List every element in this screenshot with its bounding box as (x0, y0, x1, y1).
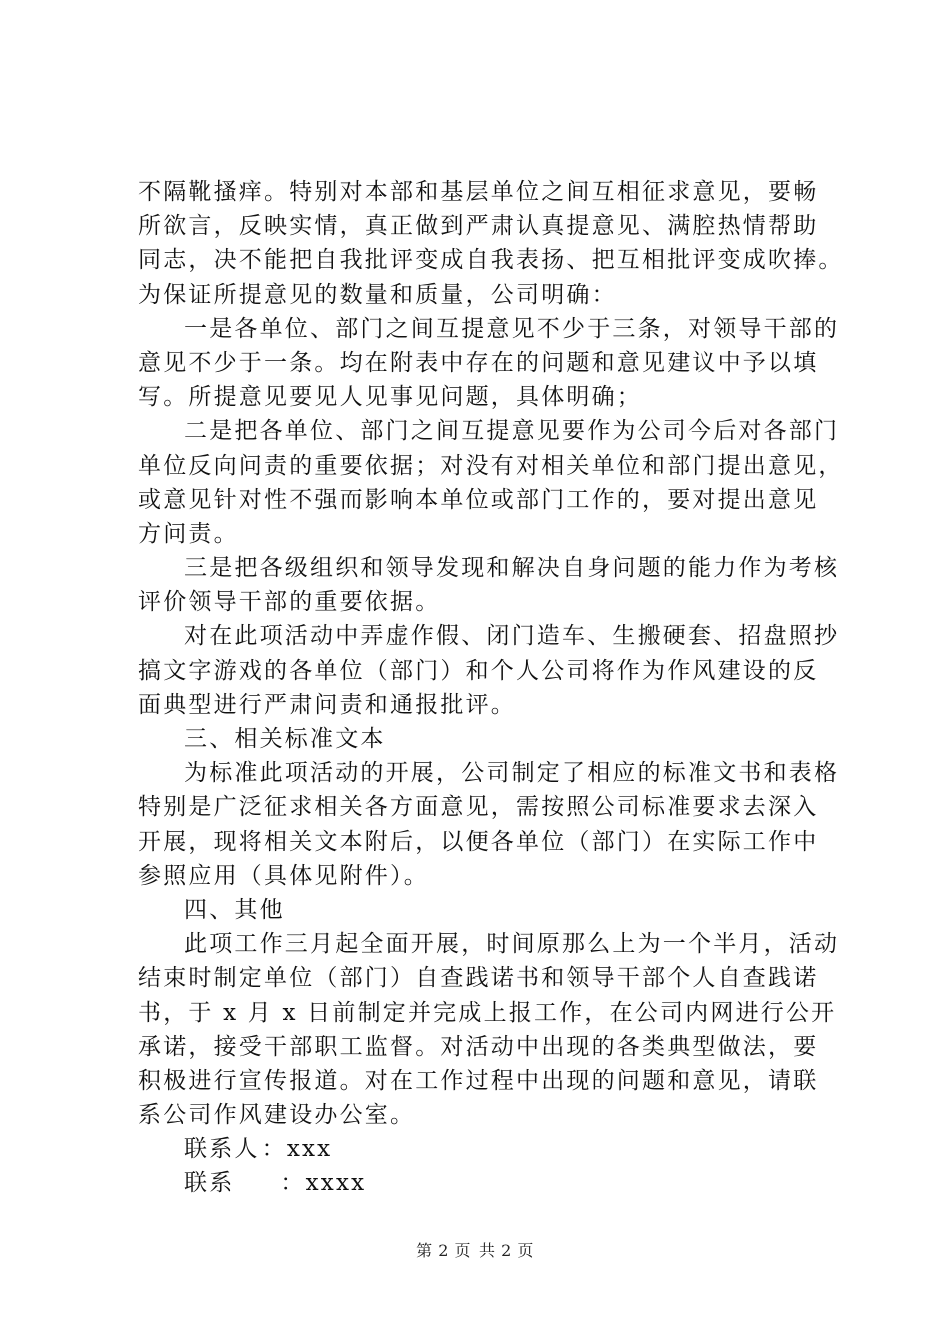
document-body (138, 175, 844, 1201)
contact-person-sep: ： (261, 1136, 287, 1163)
paragraph-line: 面典型进行严肃问责和通报批评。 (138, 691, 516, 718)
paragraph-line: 此项工作三月起全面开展，时间原那么上为一个半月，活动 (184, 931, 840, 958)
paragraph-line: 参照应用（具体见附件）。 (138, 862, 429, 889)
section-heading: 四、其他 (184, 896, 285, 923)
paragraph-line: 搞文字游戏的各单位（部门）和个人公司将作为作风建设的反 (138, 657, 819, 684)
paragraph-line: 结束时制定单位（部门）自查践诺书和领导干部个人自查践诺 (138, 965, 819, 992)
page-number: 第 2 页 (416, 1241, 471, 1260)
contact-phone-line (138, 1166, 828, 1200)
paragraph-line: 写。所提意见要见人见事见问题，具体明确； (138, 384, 642, 411)
paragraph-line: 书，于 x 月 x 日前制定并完成上报工作，在公司内网进行公开 (138, 999, 837, 1026)
paragraph-line: 同志，决不能把自我批评变成自我表扬、把互相批评变成吹捧。 (138, 247, 844, 274)
contact-phone-value: xxxx (305, 1170, 367, 1197)
paragraph-line: 三是把各级组织和领导发现和解决自身问题的能力作为考核 (184, 555, 840, 582)
paragraph-line: 承诺，接受干部职工监督。对活动中出现的各类典型做法，要 (138, 1033, 819, 1060)
contact-person-value: xxx (286, 1136, 333, 1163)
paragraph-line: 为标准此项活动的开展，公司制定了相应的标准文书和表格 (184, 760, 840, 787)
paragraph-line: 方问责。 (138, 520, 239, 547)
paragraph-line: 对在此项活动中弄虚作假、闭门造车、生搬硬套、招盘照抄 (184, 623, 840, 650)
paragraph-line: 一是各单位、部门之间互提意见不少于三条，对领导干部的 (184, 315, 840, 342)
paragraph-line: 不隔靴搔痒。特别对本部和基层单位之间互相征求意见，要畅 (138, 179, 819, 205)
page-footer (0, 1238, 950, 1261)
paragraph-line: 意见不少于一条。均在附表中存在的问题和意见建议中予以填 (138, 349, 819, 376)
contact-phone-sep: ： (280, 1170, 306, 1197)
paragraph-line: 或意见针对性不强而影响本单位或部门工作的，要对提出意见 (138, 486, 819, 513)
paragraph-line: 特别是广泛征求相关各方面意见，需按照公司标准要求去深入 (138, 794, 819, 821)
paragraph-line: 开展，现将相关文本附后，以便各单位（部门）在实际工作中 (138, 828, 819, 855)
paragraph-line: 所欲言，反映实情，真正做到严肃认真提意见、满腔热情帮助 (138, 213, 819, 240)
paragraph-line: 单位反向问责的重要依据；对没有对相关单位和部门提出意见， (138, 452, 844, 479)
paragraph-line: 评价领导干部的重要依据。 (138, 589, 441, 616)
section-heading: 三、相关标准文本 (184, 726, 386, 752)
paragraph-line: 二是把各单位、部门之间互提意见要作为公司今后对各部门 (184, 418, 840, 445)
paragraph-line: 积极进行宣传报道。对在工作过程中出现的问题和意见，请联 (138, 1067, 819, 1094)
paragraph-line: 系公司作风建设办公室。 (138, 1102, 416, 1129)
contact-person-label: 联系人 (184, 1136, 260, 1163)
page-total: 共 2 页 (479, 1241, 534, 1260)
paragraph-line: 为保证所提意见的数量和质量，公司明确： (138, 281, 617, 308)
contact-phone-label: 联系 (184, 1170, 235, 1197)
contact-person-line (138, 1132, 828, 1166)
